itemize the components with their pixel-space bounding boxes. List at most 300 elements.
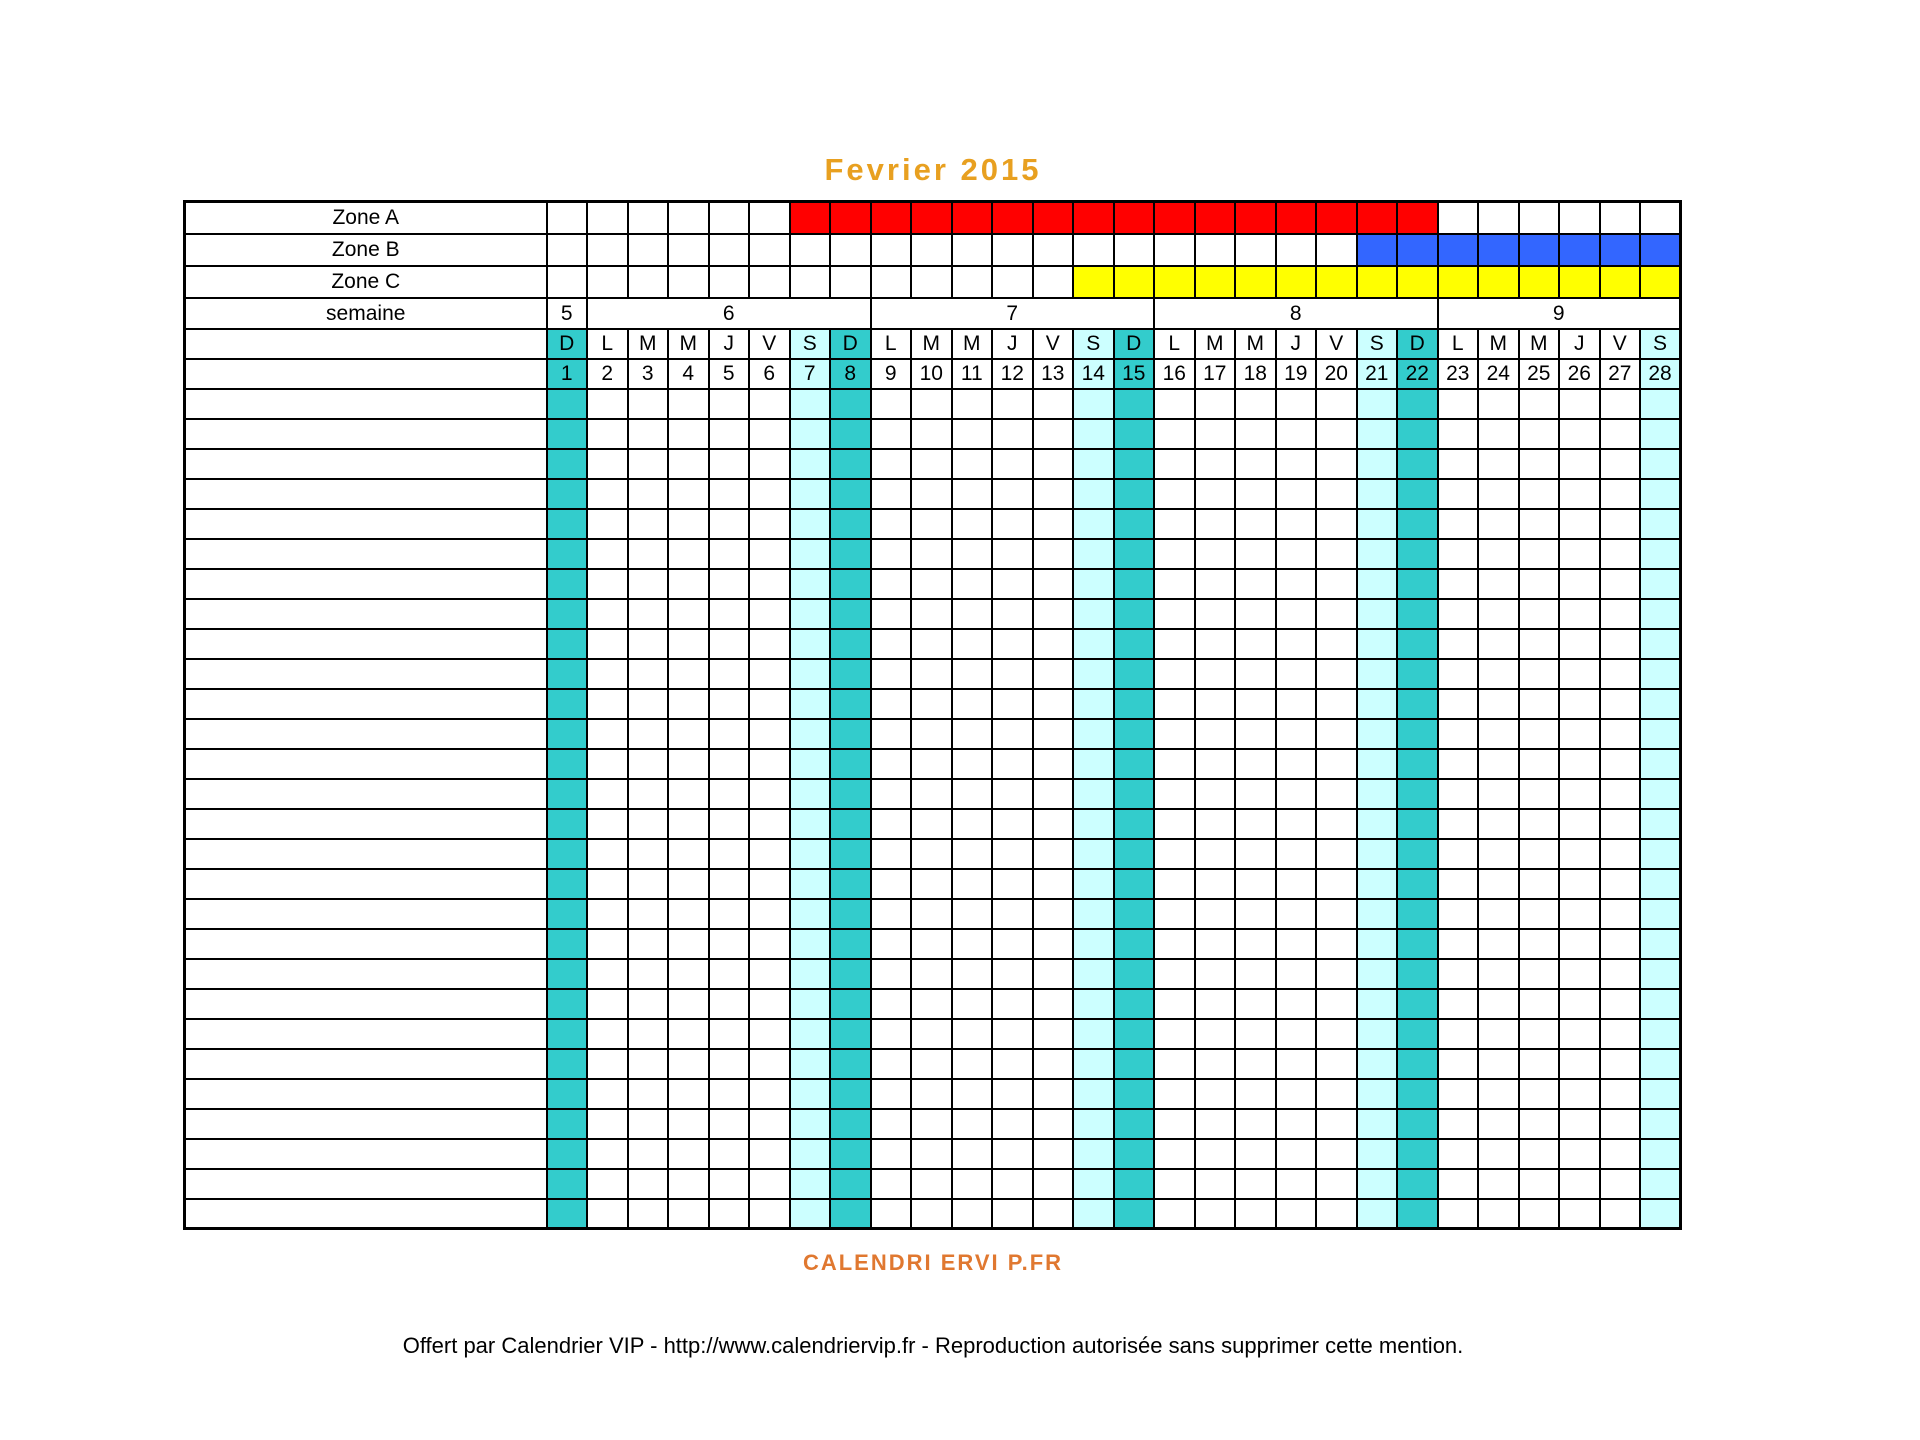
planning-cell[interactable] [1438,419,1479,449]
planning-cell[interactable] [871,1169,912,1199]
planning-cell[interactable] [1397,1169,1438,1199]
planning-cell[interactable] [952,869,993,899]
planning-cell[interactable] [1073,809,1114,839]
planning-cell[interactable] [830,569,871,599]
planning-cell[interactable] [547,899,588,929]
planning-cell[interactable] [1600,389,1641,419]
planning-cell[interactable] [628,869,669,899]
planning-cell[interactable] [628,779,669,809]
planning-cell[interactable] [749,569,790,599]
planning-cell[interactable] [1519,929,1560,959]
planning-cell[interactable] [1276,449,1317,479]
planning-cell[interactable] [1519,689,1560,719]
planning-cell[interactable] [830,659,871,689]
planning-cell[interactable] [1073,569,1114,599]
planning-cell[interactable] [1195,719,1236,749]
planning-cell[interactable] [668,959,709,989]
planning-cell[interactable] [1235,509,1276,539]
planning-cell[interactable] [1154,959,1195,989]
planning-cell[interactable] [587,809,628,839]
planning-cell[interactable] [1033,779,1074,809]
planning-cell[interactable] [1478,1079,1519,1109]
planning-cell[interactable] [871,1109,912,1139]
planning-cell[interactable] [668,779,709,809]
planning-cell[interactable] [830,1199,871,1229]
planning-cell[interactable] [790,929,831,959]
planning-cell[interactable] [911,629,952,659]
planning-cell[interactable] [547,809,588,839]
planning-cell[interactable] [1114,539,1155,569]
planning-cell[interactable] [709,1139,750,1169]
planning-cell[interactable] [1316,659,1357,689]
planning-cell[interactable] [790,749,831,779]
planning-cell[interactable] [1276,419,1317,449]
planning-cell[interactable] [668,1079,709,1109]
planning-cell[interactable] [1154,1199,1195,1229]
planning-cell[interactable] [1357,1199,1398,1229]
planning-cell[interactable] [1640,659,1681,689]
planning-cell[interactable] [1276,1019,1317,1049]
planning-cell[interactable] [1195,779,1236,809]
planning-row-label[interactable] [185,899,547,929]
planning-cell[interactable] [1073,1079,1114,1109]
planning-cell[interactable] [587,719,628,749]
planning-cell[interactable] [871,719,912,749]
planning-cell[interactable] [1600,689,1641,719]
planning-cell[interactable] [1276,779,1317,809]
planning-cell[interactable] [1073,509,1114,539]
planning-cell[interactable] [1235,599,1276,629]
planning-cell[interactable] [1600,539,1641,569]
planning-cell[interactable] [1357,929,1398,959]
planning-cell[interactable] [1478,419,1519,449]
planning-cell[interactable] [1276,599,1317,629]
planning-row-label[interactable] [185,1049,547,1079]
planning-cell[interactable] [587,779,628,809]
planning-cell[interactable] [790,1079,831,1109]
planning-cell[interactable] [1559,1049,1600,1079]
planning-row-label[interactable] [185,779,547,809]
planning-cell[interactable] [992,449,1033,479]
planning-cell[interactable] [1073,419,1114,449]
planning-cell[interactable] [911,599,952,629]
planning-cell[interactable] [587,479,628,509]
planning-cell[interactable] [1438,719,1479,749]
planning-cell[interactable] [1033,599,1074,629]
planning-cell[interactable] [1640,779,1681,809]
planning-cell[interactable] [1316,749,1357,779]
planning-cell[interactable] [1640,1169,1681,1199]
planning-cell[interactable] [1397,749,1438,779]
planning-cell[interactable] [1519,1079,1560,1109]
planning-cell[interactable] [1154,689,1195,719]
planning-cell[interactable] [1519,539,1560,569]
planning-cell[interactable] [1033,1019,1074,1049]
planning-cell[interactable] [547,869,588,899]
planning-cell[interactable] [709,569,750,599]
planning-cell[interactable] [1276,929,1317,959]
planning-cell[interactable] [952,749,993,779]
planning-cell[interactable] [1033,989,1074,1019]
planning-cell[interactable] [547,1139,588,1169]
planning-cell[interactable] [871,449,912,479]
planning-cell[interactable] [1640,899,1681,929]
planning-cell[interactable] [1316,479,1357,509]
planning-cell[interactable] [1519,389,1560,419]
planning-cell[interactable] [992,1049,1033,1079]
planning-cell[interactable] [1195,959,1236,989]
planning-cell[interactable] [1235,1079,1276,1109]
planning-cell[interactable] [547,1169,588,1199]
planning-cell[interactable] [830,1169,871,1199]
planning-cell[interactable] [1559,599,1600,629]
planning-cell[interactable] [1478,899,1519,929]
planning-cell[interactable] [1559,659,1600,689]
planning-cell[interactable] [1073,629,1114,659]
planning-cell[interactable] [709,719,750,749]
planning-cell[interactable] [1276,479,1317,509]
planning-cell[interactable] [1154,449,1195,479]
planning-cell[interactable] [749,599,790,629]
planning-cell[interactable] [1640,449,1681,479]
planning-cell[interactable] [1073,1109,1114,1139]
planning-cell[interactable] [1195,509,1236,539]
planning-cell[interactable] [1033,689,1074,719]
planning-cell[interactable] [1033,389,1074,419]
planning-cell[interactable] [911,869,952,899]
planning-row-label[interactable] [185,599,547,629]
planning-cell[interactable] [628,929,669,959]
planning-cell[interactable] [1357,1019,1398,1049]
planning-row-label[interactable] [185,989,547,1019]
planning-cell[interactable] [1357,989,1398,1019]
planning-cell[interactable] [830,689,871,719]
planning-cell[interactable] [1114,449,1155,479]
planning-row-label[interactable] [185,449,547,479]
planning-cell[interactable] [952,419,993,449]
planning-cell[interactable] [587,449,628,479]
planning-cell[interactable] [1397,719,1438,749]
planning-cell[interactable] [1276,629,1317,659]
planning-cell[interactable] [1154,1019,1195,1049]
planning-cell[interactable] [749,1019,790,1049]
planning-cell[interactable] [1114,389,1155,419]
planning-cell[interactable] [790,1199,831,1229]
planning-cell[interactable] [628,809,669,839]
planning-cell[interactable] [1114,659,1155,689]
planning-cell[interactable] [1154,1079,1195,1109]
planning-cell[interactable] [992,779,1033,809]
planning-cell[interactable] [1114,899,1155,929]
planning-cell[interactable] [1276,1109,1317,1139]
planning-cell[interactable] [1316,869,1357,899]
planning-cell[interactable] [628,959,669,989]
planning-cell[interactable] [952,779,993,809]
planning-cell[interactable] [547,719,588,749]
planning-cell[interactable] [1114,1169,1155,1199]
planning-cell[interactable] [1519,809,1560,839]
planning-cell[interactable] [1559,419,1600,449]
planning-cell[interactable] [1154,1049,1195,1079]
planning-cell[interactable] [1235,1169,1276,1199]
planning-cell[interactable] [1235,1049,1276,1079]
planning-cell[interactable] [1478,389,1519,419]
planning-cell[interactable] [628,599,669,629]
planning-cell[interactable] [1478,989,1519,1019]
planning-cell[interactable] [709,1199,750,1229]
planning-cell[interactable] [1114,1049,1155,1079]
planning-cell[interactable] [1397,689,1438,719]
planning-cell[interactable] [1559,509,1600,539]
planning-cell[interactable] [1316,989,1357,1019]
planning-cell[interactable] [668,539,709,569]
planning-cell[interactable] [1073,779,1114,809]
planning-cell[interactable] [1195,1199,1236,1229]
planning-cell[interactable] [1640,629,1681,659]
planning-cell[interactable] [709,839,750,869]
planning-cell[interactable] [790,569,831,599]
planning-cell[interactable] [1195,869,1236,899]
planning-cell[interactable] [1033,419,1074,449]
planning-cell[interactable] [992,959,1033,989]
planning-cell[interactable] [1316,1169,1357,1199]
planning-cell[interactable] [1559,689,1600,719]
planning-cell[interactable] [749,989,790,1019]
planning-cell[interactable] [668,989,709,1019]
planning-cell[interactable] [1438,1049,1479,1079]
planning-cell[interactable] [952,599,993,629]
planning-cell[interactable] [952,509,993,539]
planning-cell[interactable] [952,659,993,689]
planning-cell[interactable] [1033,839,1074,869]
planning-cell[interactable] [992,659,1033,689]
planning-cell[interactable] [952,1109,993,1139]
planning-cell[interactable] [1114,509,1155,539]
planning-cell[interactable] [668,869,709,899]
planning-cell[interactable] [1276,719,1317,749]
planning-cell[interactable] [1033,719,1074,749]
planning-cell[interactable] [749,1139,790,1169]
planning-cell[interactable] [1114,1199,1155,1229]
planning-cell[interactable] [992,419,1033,449]
planning-cell[interactable] [1357,839,1398,869]
planning-cell[interactable] [1114,779,1155,809]
planning-cell[interactable] [1235,389,1276,419]
planning-cell[interactable] [749,749,790,779]
planning-cell[interactable] [587,869,628,899]
planning-cell[interactable] [1640,1199,1681,1229]
planning-cell[interactable] [1114,479,1155,509]
planning-cell[interactable] [587,569,628,599]
planning-cell[interactable] [911,1079,952,1109]
planning-cell[interactable] [952,839,993,869]
planning-cell[interactable] [668,809,709,839]
planning-cell[interactable] [709,1079,750,1109]
planning-cell[interactable] [1316,1139,1357,1169]
planning-cell[interactable] [709,689,750,719]
planning-cell[interactable] [749,1109,790,1139]
planning-cell[interactable] [668,899,709,929]
planning-cell[interactable] [1478,539,1519,569]
planning-cell[interactable] [709,989,750,1019]
planning-cell[interactable] [668,1019,709,1049]
planning-cell[interactable] [547,839,588,869]
planning-cell[interactable] [952,929,993,959]
planning-cell[interactable] [1033,1199,1074,1229]
planning-cell[interactable] [1559,719,1600,749]
planning-cell[interactable] [1478,719,1519,749]
planning-cell[interactable] [668,1199,709,1229]
planning-cell[interactable] [628,749,669,779]
planning-cell[interactable] [1316,539,1357,569]
planning-cell[interactable] [952,719,993,749]
planning-row-label[interactable] [185,689,547,719]
planning-cell[interactable] [1519,719,1560,749]
planning-cell[interactable] [1397,1079,1438,1109]
planning-cell[interactable] [1195,809,1236,839]
planning-cell[interactable] [1600,719,1641,749]
planning-cell[interactable] [668,629,709,659]
planning-cell[interactable] [1397,929,1438,959]
planning-cell[interactable] [587,1079,628,1109]
planning-cell[interactable] [1640,1019,1681,1049]
planning-cell[interactable] [952,899,993,929]
planning-cell[interactable] [1438,779,1479,809]
planning-cell[interactable] [1357,629,1398,659]
planning-cell[interactable] [587,749,628,779]
planning-cell[interactable] [952,689,993,719]
planning-cell[interactable] [790,989,831,1019]
planning-cell[interactable] [1235,419,1276,449]
planning-cell[interactable] [830,749,871,779]
planning-cell[interactable] [1195,629,1236,659]
planning-cell[interactable] [790,959,831,989]
planning-cell[interactable] [1397,419,1438,449]
planning-cell[interactable] [1114,989,1155,1019]
planning-cell[interactable] [1559,749,1600,779]
planning-cell[interactable] [871,1139,912,1169]
planning-cell[interactable] [830,1019,871,1049]
planning-cell[interactable] [830,899,871,929]
planning-cell[interactable] [911,569,952,599]
planning-row-label[interactable] [185,929,547,959]
planning-cell[interactable] [1235,569,1276,599]
planning-cell[interactable] [830,989,871,1019]
planning-cell[interactable] [1154,719,1195,749]
planning-row-label[interactable] [185,719,547,749]
planning-cell[interactable] [1073,539,1114,569]
planning-cell[interactable] [1438,389,1479,419]
planning-cell[interactable] [1519,749,1560,779]
planning-cell[interactable] [1235,779,1276,809]
planning-cell[interactable] [830,1079,871,1109]
planning-cell[interactable] [1559,389,1600,419]
planning-cell[interactable] [1519,899,1560,929]
planning-cell[interactable] [1276,539,1317,569]
planning-cell[interactable] [587,899,628,929]
planning-cell[interactable] [1640,959,1681,989]
planning-cell[interactable] [1235,869,1276,899]
planning-cell[interactable] [1640,1109,1681,1139]
planning-cell[interactable] [1235,659,1276,689]
planning-cell[interactable] [1154,1169,1195,1199]
planning-cell[interactable] [1276,569,1317,599]
planning-cell[interactable] [1478,749,1519,779]
planning-cell[interactable] [1195,569,1236,599]
planning-cell[interactable] [628,899,669,929]
planning-cell[interactable] [547,539,588,569]
planning-cell[interactable] [871,509,912,539]
planning-cell[interactable] [1073,389,1114,419]
planning-cell[interactable] [749,779,790,809]
planning-cell[interactable] [1397,509,1438,539]
planning-cell[interactable] [1195,1019,1236,1049]
planning-cell[interactable] [1235,539,1276,569]
planning-cell[interactable] [1640,569,1681,599]
planning-cell[interactable] [1397,629,1438,659]
planning-cell[interactable] [1438,749,1479,779]
planning-cell[interactable] [871,749,912,779]
planning-cell[interactable] [668,479,709,509]
planning-cell[interactable] [911,539,952,569]
planning-cell[interactable] [709,509,750,539]
planning-cell[interactable] [952,959,993,989]
planning-cell[interactable] [1478,1199,1519,1229]
planning-cell[interactable] [749,899,790,929]
planning-cell[interactable] [709,389,750,419]
planning-cell[interactable] [1357,719,1398,749]
planning-cell[interactable] [547,929,588,959]
planning-cell[interactable] [1519,869,1560,899]
planning-row-label[interactable] [185,1199,547,1229]
planning-cell[interactable] [1195,1049,1236,1079]
planning-cell[interactable] [1357,779,1398,809]
planning-cell[interactable] [1154,479,1195,509]
planning-row-label[interactable] [185,869,547,899]
planning-cell[interactable] [1073,689,1114,719]
planning-cell[interactable] [1600,869,1641,899]
planning-cell[interactable] [1073,899,1114,929]
planning-cell[interactable] [1316,719,1357,749]
planning-cell[interactable] [749,839,790,869]
planning-cell[interactable] [790,629,831,659]
planning-cell[interactable] [1600,749,1641,779]
planning-cell[interactable] [1478,839,1519,869]
planning-cell[interactable] [1438,539,1479,569]
planning-cell[interactable] [1438,869,1479,899]
planning-cell[interactable] [547,509,588,539]
planning-cell[interactable] [830,809,871,839]
planning-cell[interactable] [992,1169,1033,1199]
planning-cell[interactable] [1438,959,1479,989]
planning-cell[interactable] [1438,569,1479,599]
planning-cell[interactable] [952,989,993,1019]
planning-cell[interactable] [1073,1169,1114,1199]
planning-cell[interactable] [1033,509,1074,539]
planning-cell[interactable] [992,509,1033,539]
planning-cell[interactable] [1478,689,1519,719]
planning-cell[interactable] [1316,1199,1357,1229]
planning-cell[interactable] [911,779,952,809]
planning-cell[interactable] [1235,959,1276,989]
planning-cell[interactable] [628,1049,669,1079]
planning-cell[interactable] [1235,809,1276,839]
planning-cell[interactable] [547,749,588,779]
planning-cell[interactable] [952,1139,993,1169]
planning-cell[interactable] [1438,989,1479,1019]
planning-cell[interactable] [1478,1109,1519,1139]
planning-cell[interactable] [1235,899,1276,929]
